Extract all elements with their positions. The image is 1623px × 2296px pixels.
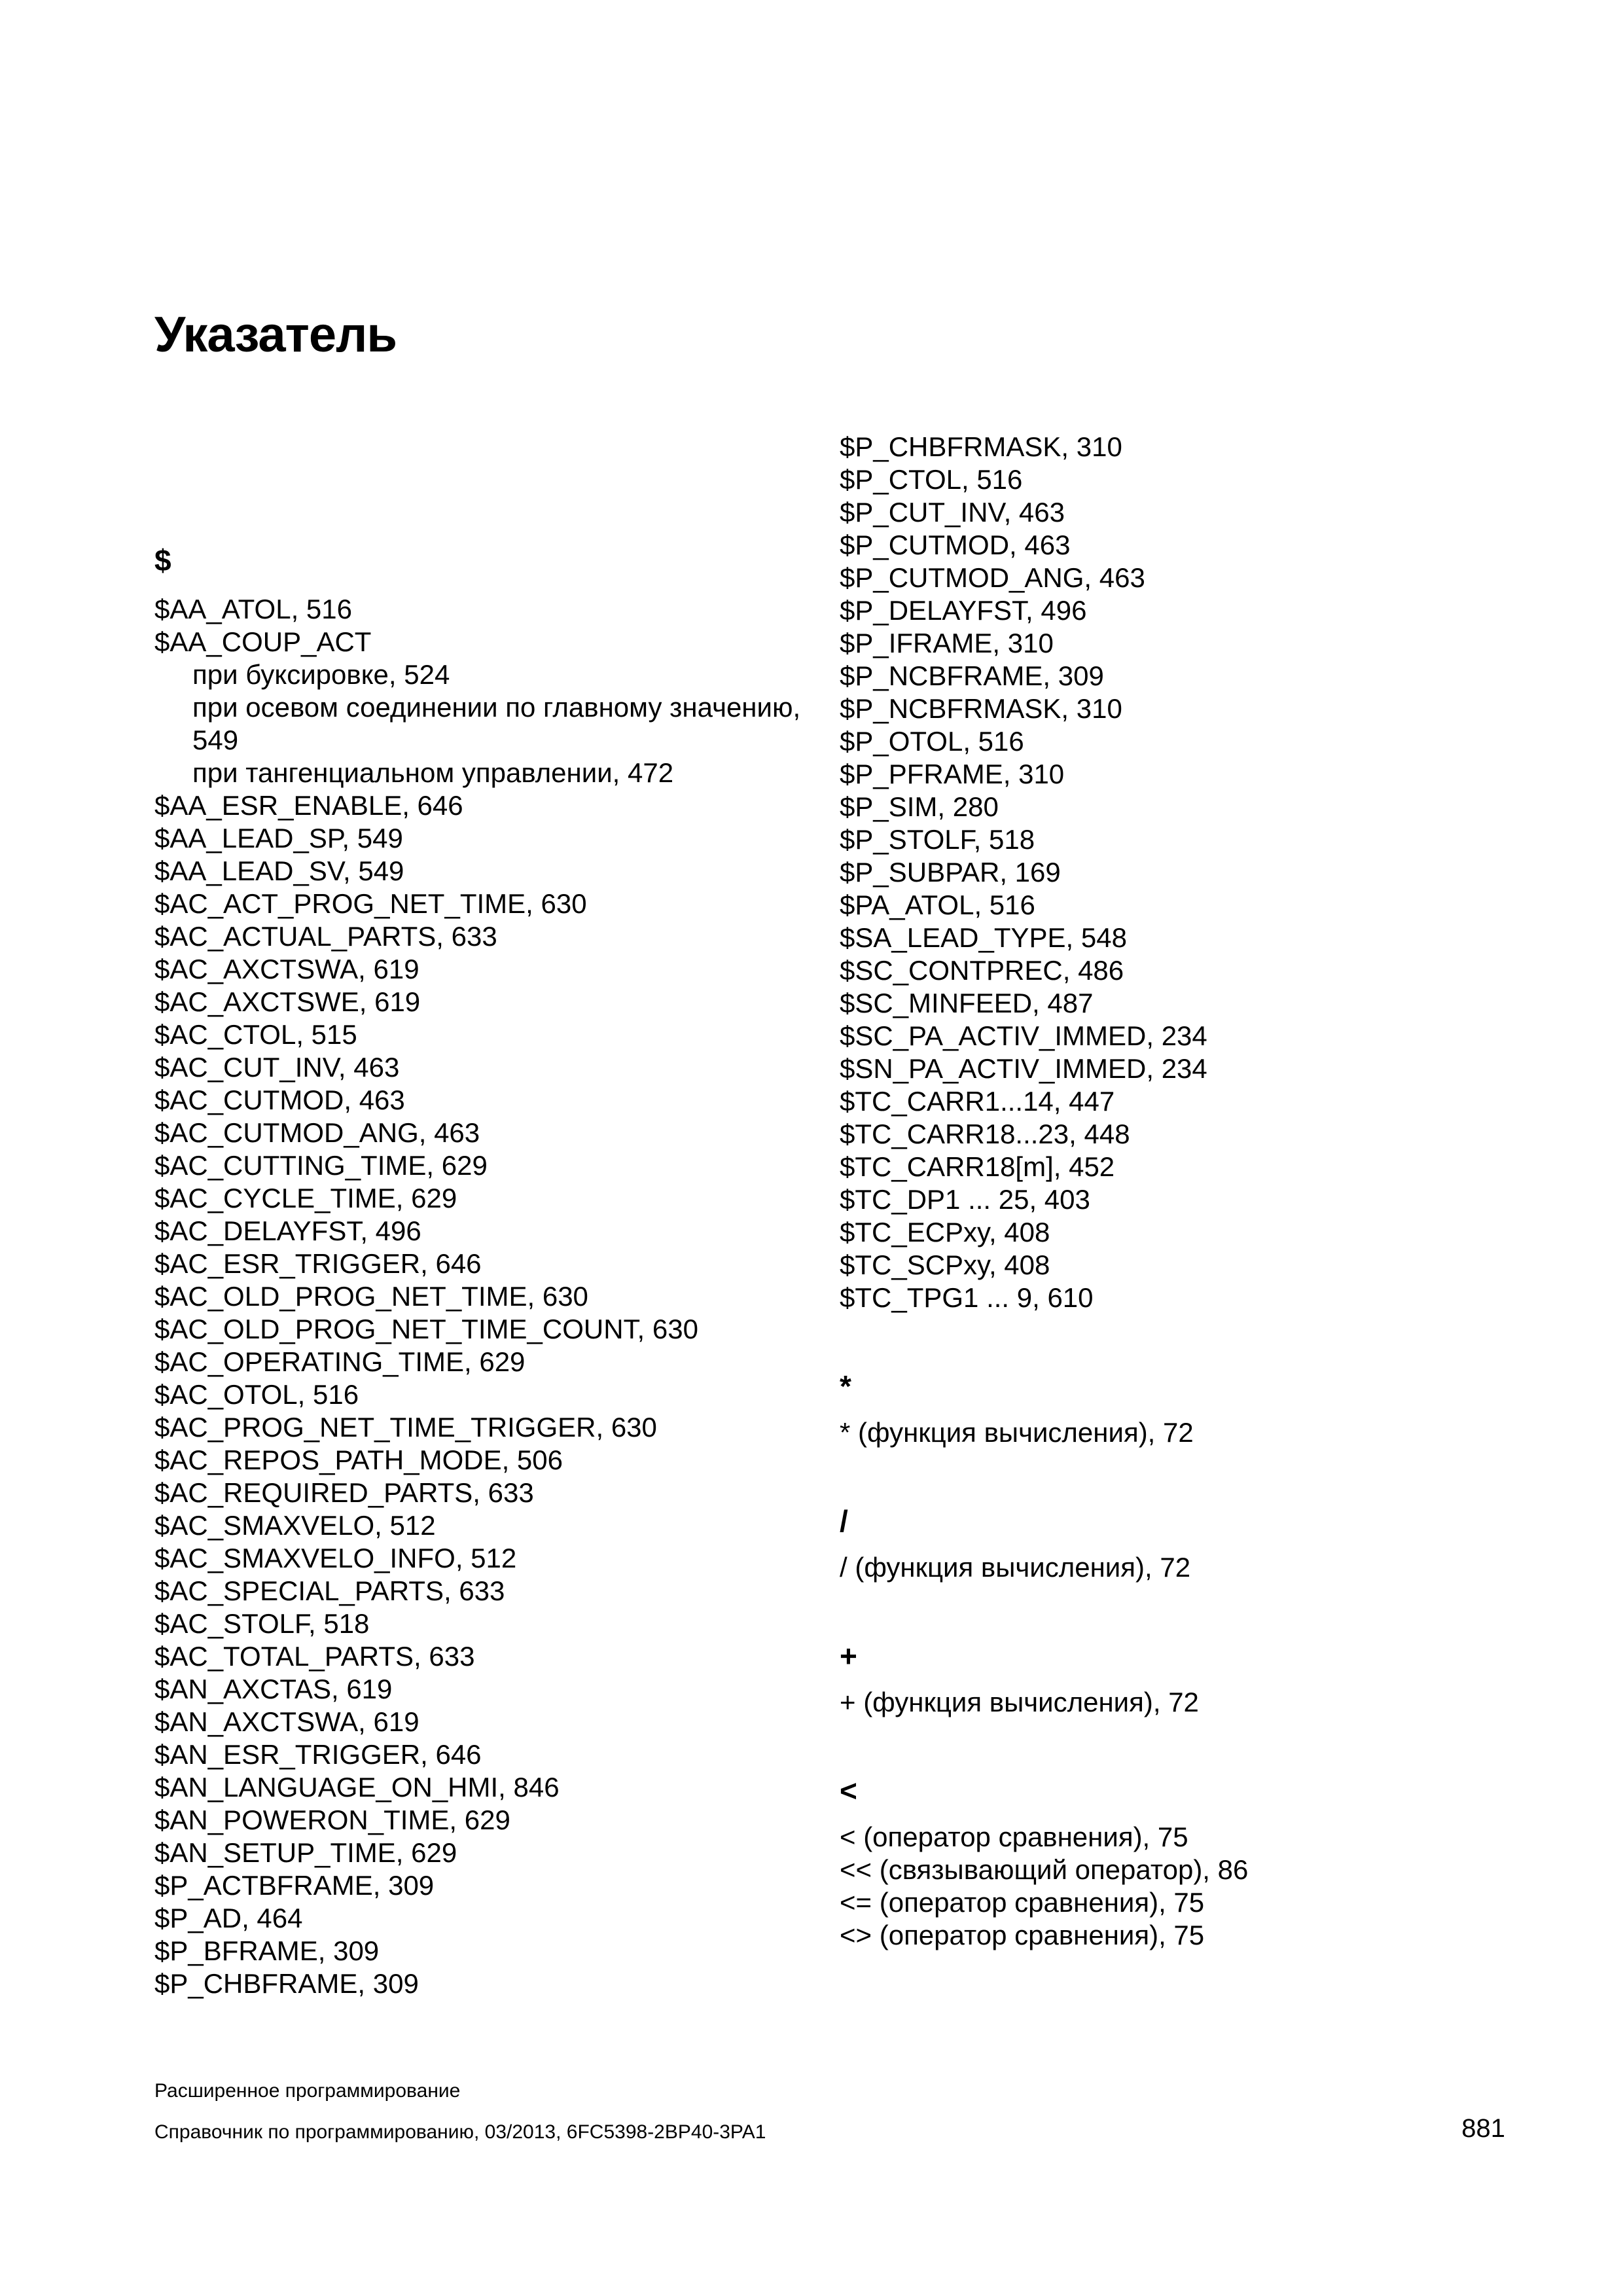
- footer-document-info: Справочник по программированию, 03/2013, 6FC5398-2BP40-3PA1: [154, 2121, 766, 2143]
- index-entry: $AA_LEAD_SV, 549: [154, 855, 404, 886]
- index-subentry: при буксировке, 524: [192, 659, 450, 690]
- index-group-heading: $: [154, 543, 171, 577]
- index-entry: $AC_CUTTING_TIME, 629: [154, 1150, 488, 1181]
- index-entry: $P_CUT_INV, 463: [840, 497, 1065, 528]
- index-entry: $TC_CARR18...23, 448: [840, 1119, 1130, 1149]
- index-entry: $SC_CONTPREC, 486: [840, 955, 1124, 986]
- index-entry: $AC_TOTAL_PARTS, 633: [154, 1641, 475, 1672]
- index-entry: <= (оператор сравнения), 75: [840, 1887, 1205, 1918]
- index-entry: $TC_ECPxy, 408: [840, 1217, 1050, 1247]
- index-entry: $P_DELAYFST, 496: [840, 595, 1087, 626]
- index-entry: $P_CHBFRAME, 309: [154, 1968, 419, 1999]
- index-entry: $AC_REQUIRED_PARTS, 633: [154, 1477, 534, 1508]
- index-entry: $P_PFRAME, 310: [840, 759, 1065, 789]
- index-entry: $AC_ACT_PROG_NET_TIME, 630: [154, 888, 587, 919]
- index-entry: $AN_ESR_TRIGGER, 646: [154, 1739, 482, 1770]
- index-group-heading: /: [840, 1504, 848, 1538]
- index-entry: $AC_OLD_PROG_NET_TIME, 630: [154, 1281, 588, 1312]
- index-column-right: [840, 431, 1494, 1952]
- index-entry: $P_OTOL, 516: [840, 726, 1024, 757]
- index-entry: $AC_CTOL, 515: [154, 1019, 357, 1050]
- index-entry: $AC_SMAXVELO, 512: [154, 1510, 436, 1541]
- index-entry: $AN_AXCTAS, 619: [154, 1674, 393, 1704]
- index-entry: * (функция вычисления), 72: [840, 1417, 1194, 1448]
- footer-document-title: Расширенное программирование: [154, 2080, 461, 2102]
- index-entry: $P_ACTBFRAME, 309: [154, 1870, 435, 1901]
- index-entry: $AC_DELAYFST, 496: [154, 1215, 421, 1246]
- index-entry: $PA_ATOL, 516: [840, 889, 1035, 920]
- index-entry: $AC_OPERATING_TIME, 629: [154, 1346, 526, 1377]
- index-entry: $AC_REPOS_PATH_MODE, 506: [154, 1444, 563, 1475]
- index-entry: $P_STOLF, 518: [840, 824, 1035, 855]
- index-entry: $AC_STOLF, 518: [154, 1608, 370, 1639]
- index-entry: $AC_AXCTSWA, 619: [154, 954, 419, 984]
- index-entry: $P_NCBFRAME, 309: [840, 660, 1104, 691]
- index-entry: $AC_CUT_INV, 463: [154, 1052, 400, 1083]
- index-entry: / (функция вычисления), 72: [840, 1552, 1191, 1583]
- index-group-heading: <: [840, 1774, 857, 1808]
- index-entry: $P_NCBFRMASK, 310: [840, 693, 1122, 724]
- index-subentry: при осевом соединении по главному значению, 549: [192, 692, 801, 755]
- index-entry: $P_SUBPAR, 169: [840, 857, 1061, 888]
- index-entry: $P_CHBFRMASK, 310: [840, 431, 1122, 462]
- index-entry: $AC_AXCTSWE, 619: [154, 986, 421, 1017]
- index-entry: $P_BFRAME, 309: [154, 1935, 380, 1966]
- index-entry: $AC_CYCLE_TIME, 629: [154, 1183, 457, 1213]
- index-entry: $P_CUTMOD, 463: [840, 529, 1071, 560]
- index-entry: $TC_TPG1 ... 9, 610: [840, 1282, 1094, 1313]
- index-entry: $TC_SCPxy, 408: [840, 1249, 1050, 1280]
- index-subentry: при тангенциальном управлении, 472: [192, 757, 674, 788]
- index-group-heading: +: [840, 1639, 857, 1673]
- index-entry: $TC_CARR1...14, 447: [840, 1086, 1115, 1117]
- index-entry: $P_CUTMOD_ANG, 463: [840, 562, 1145, 593]
- index-entry: + (функция вычисления), 72: [840, 1687, 1199, 1717]
- index-column-left: [154, 541, 809, 2000]
- index-entry: $AC_PROG_NET_TIME_TRIGGER, 630: [154, 1412, 657, 1443]
- index-entry: $AN_SETUP_TIME, 629: [154, 1837, 457, 1868]
- index-entry: $AC_CUTMOD, 463: [154, 1085, 405, 1115]
- index-entry: < (оператор сравнения), 75: [840, 1821, 1188, 1852]
- index-entry: $P_IFRAME, 310: [840, 628, 1054, 658]
- index-entry: $AA_LEAD_SP, 549: [154, 823, 403, 853]
- index-entry: $SA_LEAD_TYPE, 548: [840, 922, 1127, 953]
- index-entry: $SC_MINFEED, 487: [840, 988, 1094, 1018]
- index-entry: $P_SIM, 280: [840, 791, 999, 822]
- index-entry: $P_AD, 464: [154, 1903, 303, 1933]
- index-entry: $P_CTOL, 516: [840, 464, 1023, 495]
- index-entry: << (связывающий оператор), 86: [840, 1854, 1249, 1885]
- index-entry: $AN_POWERON_TIME, 629: [154, 1804, 510, 1835]
- index-entry: $AC_CUTMOD_ANG, 463: [154, 1117, 480, 1148]
- index-entry: $TC_DP1 ... 25, 403: [840, 1184, 1090, 1215]
- index-entry: $AC_SPECIAL_PARTS, 633: [154, 1575, 505, 1606]
- index-group-heading: *: [840, 1369, 851, 1403]
- index-entry: $SN_PA_ACTIV_IMMED, 234: [840, 1053, 1207, 1084]
- index-entry: $SC_PA_ACTIV_IMMED, 234: [840, 1020, 1207, 1051]
- index-entry: $AA_ESR_ENABLE, 646: [154, 790, 463, 821]
- index-entry: $AC_OLD_PROG_NET_TIME_COUNT, 630: [154, 1314, 698, 1344]
- index-entry: $AC_SMAXVELO_INFO, 512: [154, 1543, 517, 1573]
- index-entry: $AA_ATOL, 516: [154, 594, 352, 624]
- index-entry: $AC_ACTUAL_PARTS, 633: [154, 921, 497, 952]
- index-entry: $AN_AXCTSWA, 619: [154, 1706, 419, 1737]
- index-entry: $TC_CARR18[m], 452: [840, 1151, 1115, 1182]
- page-number: 881: [1461, 2114, 1505, 2143]
- index-entry: $AC_OTOL, 516: [154, 1379, 359, 1410]
- page-title: Указатель: [154, 307, 397, 363]
- index-entry: <> (оператор сравнения), 75: [840, 1920, 1205, 1950]
- index-entry: $AC_ESR_TRIGGER, 646: [154, 1248, 482, 1279]
- index-entry: $AA_COUP_ACT: [154, 626, 372, 657]
- index-entry: $AN_LANGUAGE_ON_HMI, 846: [154, 1772, 560, 1803]
